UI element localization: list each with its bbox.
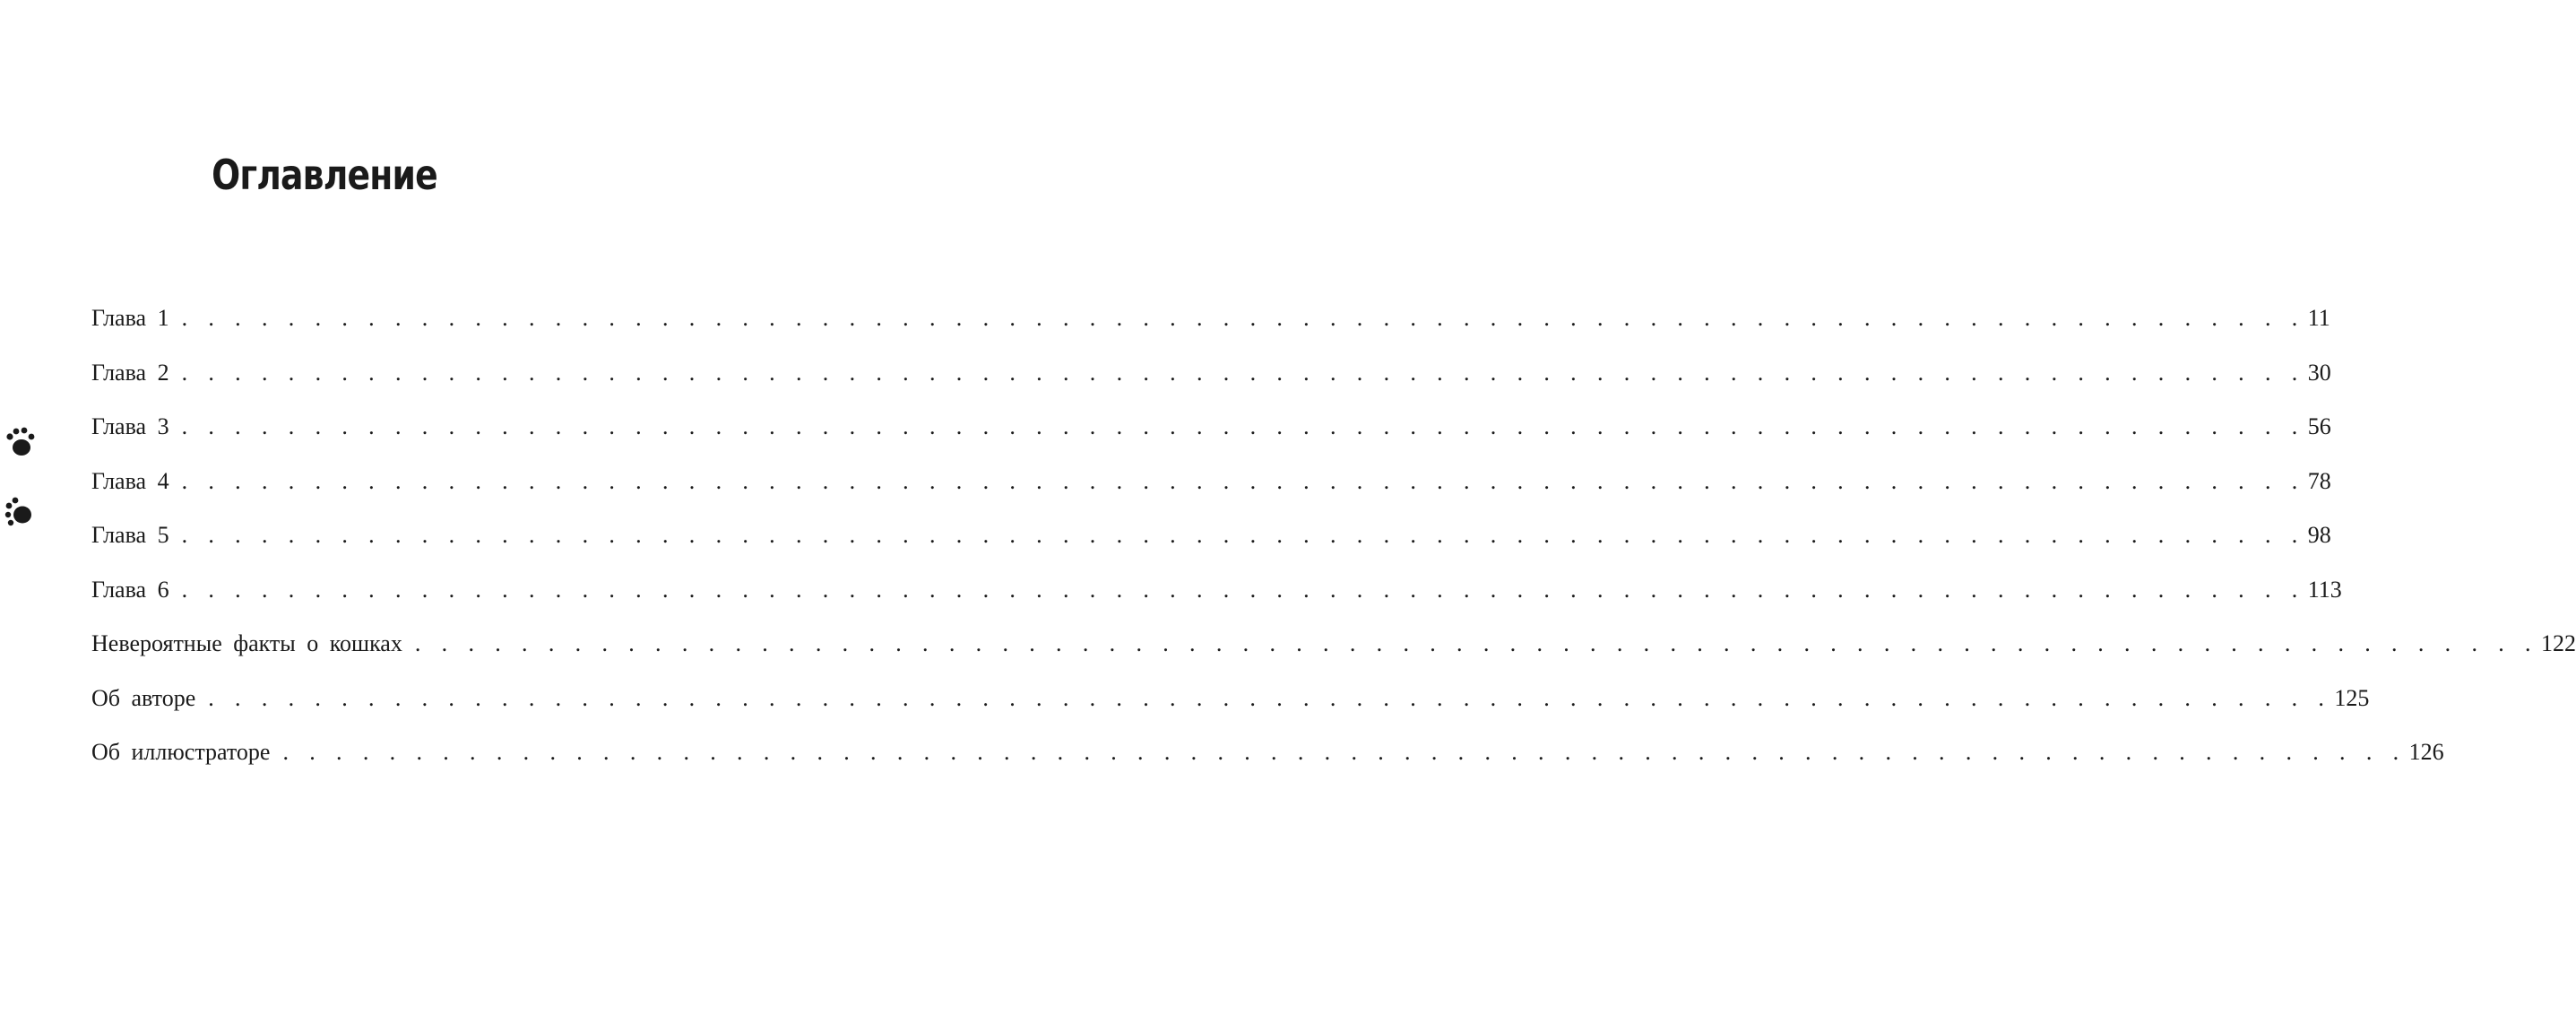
toc-leader-dots: . . . . . . . . . . . . . . . . . . . . . . . . . . . . . . . . . . . . . . . . . . . . . . . . . . . . . . . . . . . . . . . . . . . . . . . . . . . . . . . . [282,739,2404,765]
toc-page-number: 113 [2307,576,2342,603]
toc-leader-dots: . . . . . . . . . . . . . . . . . . . . . . . . . . . . . . . . . . . . . . . . . . . . . . . . . . . . . . . . . . . . . . . . . . . . . . . . . . . . . . . . [181,522,2303,548]
toc-entry-label: Глава 5 [91,522,169,548]
toc-entry-chapter-6[interactable] [91,572,2342,627]
paw-print-icon [2,424,38,460]
toc-entry-label: Об авторе [91,684,196,711]
toc-entry-about-illustrator[interactable] [91,734,2444,789]
toc-entry-label: Глава 3 [91,413,169,439]
toc-entry-label: Об иллюстраторе [91,739,271,765]
toc-leader-dots: . . . . . . . . . . . . . . . . . . . . . . . . . . . . . . . . . . . . . . . . . . . . . . . . . . . . . . . . . . . . . . . . . . . . . . . . . . . . . . . . [181,359,2303,386]
toc-leader-dots: . . . . . . . . . . . . . . . . . . . . . . . . . . . . . . . . . . . . . . . . . . . . . . . . . . . . . . . . . . . . . . . . . . . . . . . . . . . . . . . . [181,305,2303,331]
toc-entry-chapter-2[interactable] [91,355,2331,410]
toc-entry-chapter-3[interactable] [91,409,2331,464]
toc-page-number: 122 [2540,630,2576,656]
toc-leader-dots: . . . . . . . . . . . . . . . . . . . . . . . . . . . . . . . . . . . . . . . . . . . . . . . . . . . . . . . . . . . . . . . . . . . . . . . . . . . . . . . . [181,467,2303,494]
toc-entry-chapter-4[interactable] [91,464,2331,518]
toc-entry-about-author[interactable] [91,681,2370,735]
paw-print-icon [2,495,38,531]
toc-page-number: 125 [2334,684,2370,711]
table-of-contents [91,300,2576,789]
toc-page-number: 30 [2307,359,2331,386]
toc-entry-label: Невероятные факты о кошках [91,630,402,656]
toc-entry-chapter-1[interactable] [91,300,2330,355]
toc-page-number: 98 [2307,522,2331,548]
toc-leader-dots: . . . . . . . . . . . . . . . . . . . . . . . . . . . . . . . . . . . . . . . . . . . . . . . . . . . . . . . . . . . . . . . . . . . . . . . . . . . . . . . . [414,630,2536,656]
toc-leader-dots: . . . . . . . . . . . . . . . . . . . . . . . . . . . . . . . . . . . . . . . . . . . . . . . . . . . . . . . . . . . . . . . . . . . . . . . . . . . . . . . . [181,413,2303,439]
toc-entry-label: Глава 4 [91,467,169,494]
toc-entry-label: Глава 6 [91,576,169,603]
toc-leader-dots: . . . . . . . . . . . . . . . . . . . . . . . . . . . . . . . . . . . . . . . . . . . . . . . . . . . . . . . . . . . . . . . . . . . . . . . . . . . . . . . . [208,684,2330,711]
toc-page-number: 78 [2307,467,2331,494]
toc-entry-label: Глава 2 [91,359,169,386]
page-title: Оглавление [212,151,437,199]
toc-entry-chapter-5[interactable] [91,517,2331,572]
toc-entry-cat-facts[interactable] [91,626,2576,681]
toc-page-number: 11 [2307,305,2330,331]
toc-page-number: 56 [2307,413,2331,439]
toc-page-number: 126 [2408,739,2444,765]
toc-entry-label: Глава 1 [91,305,169,331]
toc-leader-dots: . . . . . . . . . . . . . . . . . . . . . . . . . . . . . . . . . . . . . . . . . . . . . . . . . . . . . . . . . . . . . . . . . . . . . . . . . . . . . . . . [181,576,2303,603]
